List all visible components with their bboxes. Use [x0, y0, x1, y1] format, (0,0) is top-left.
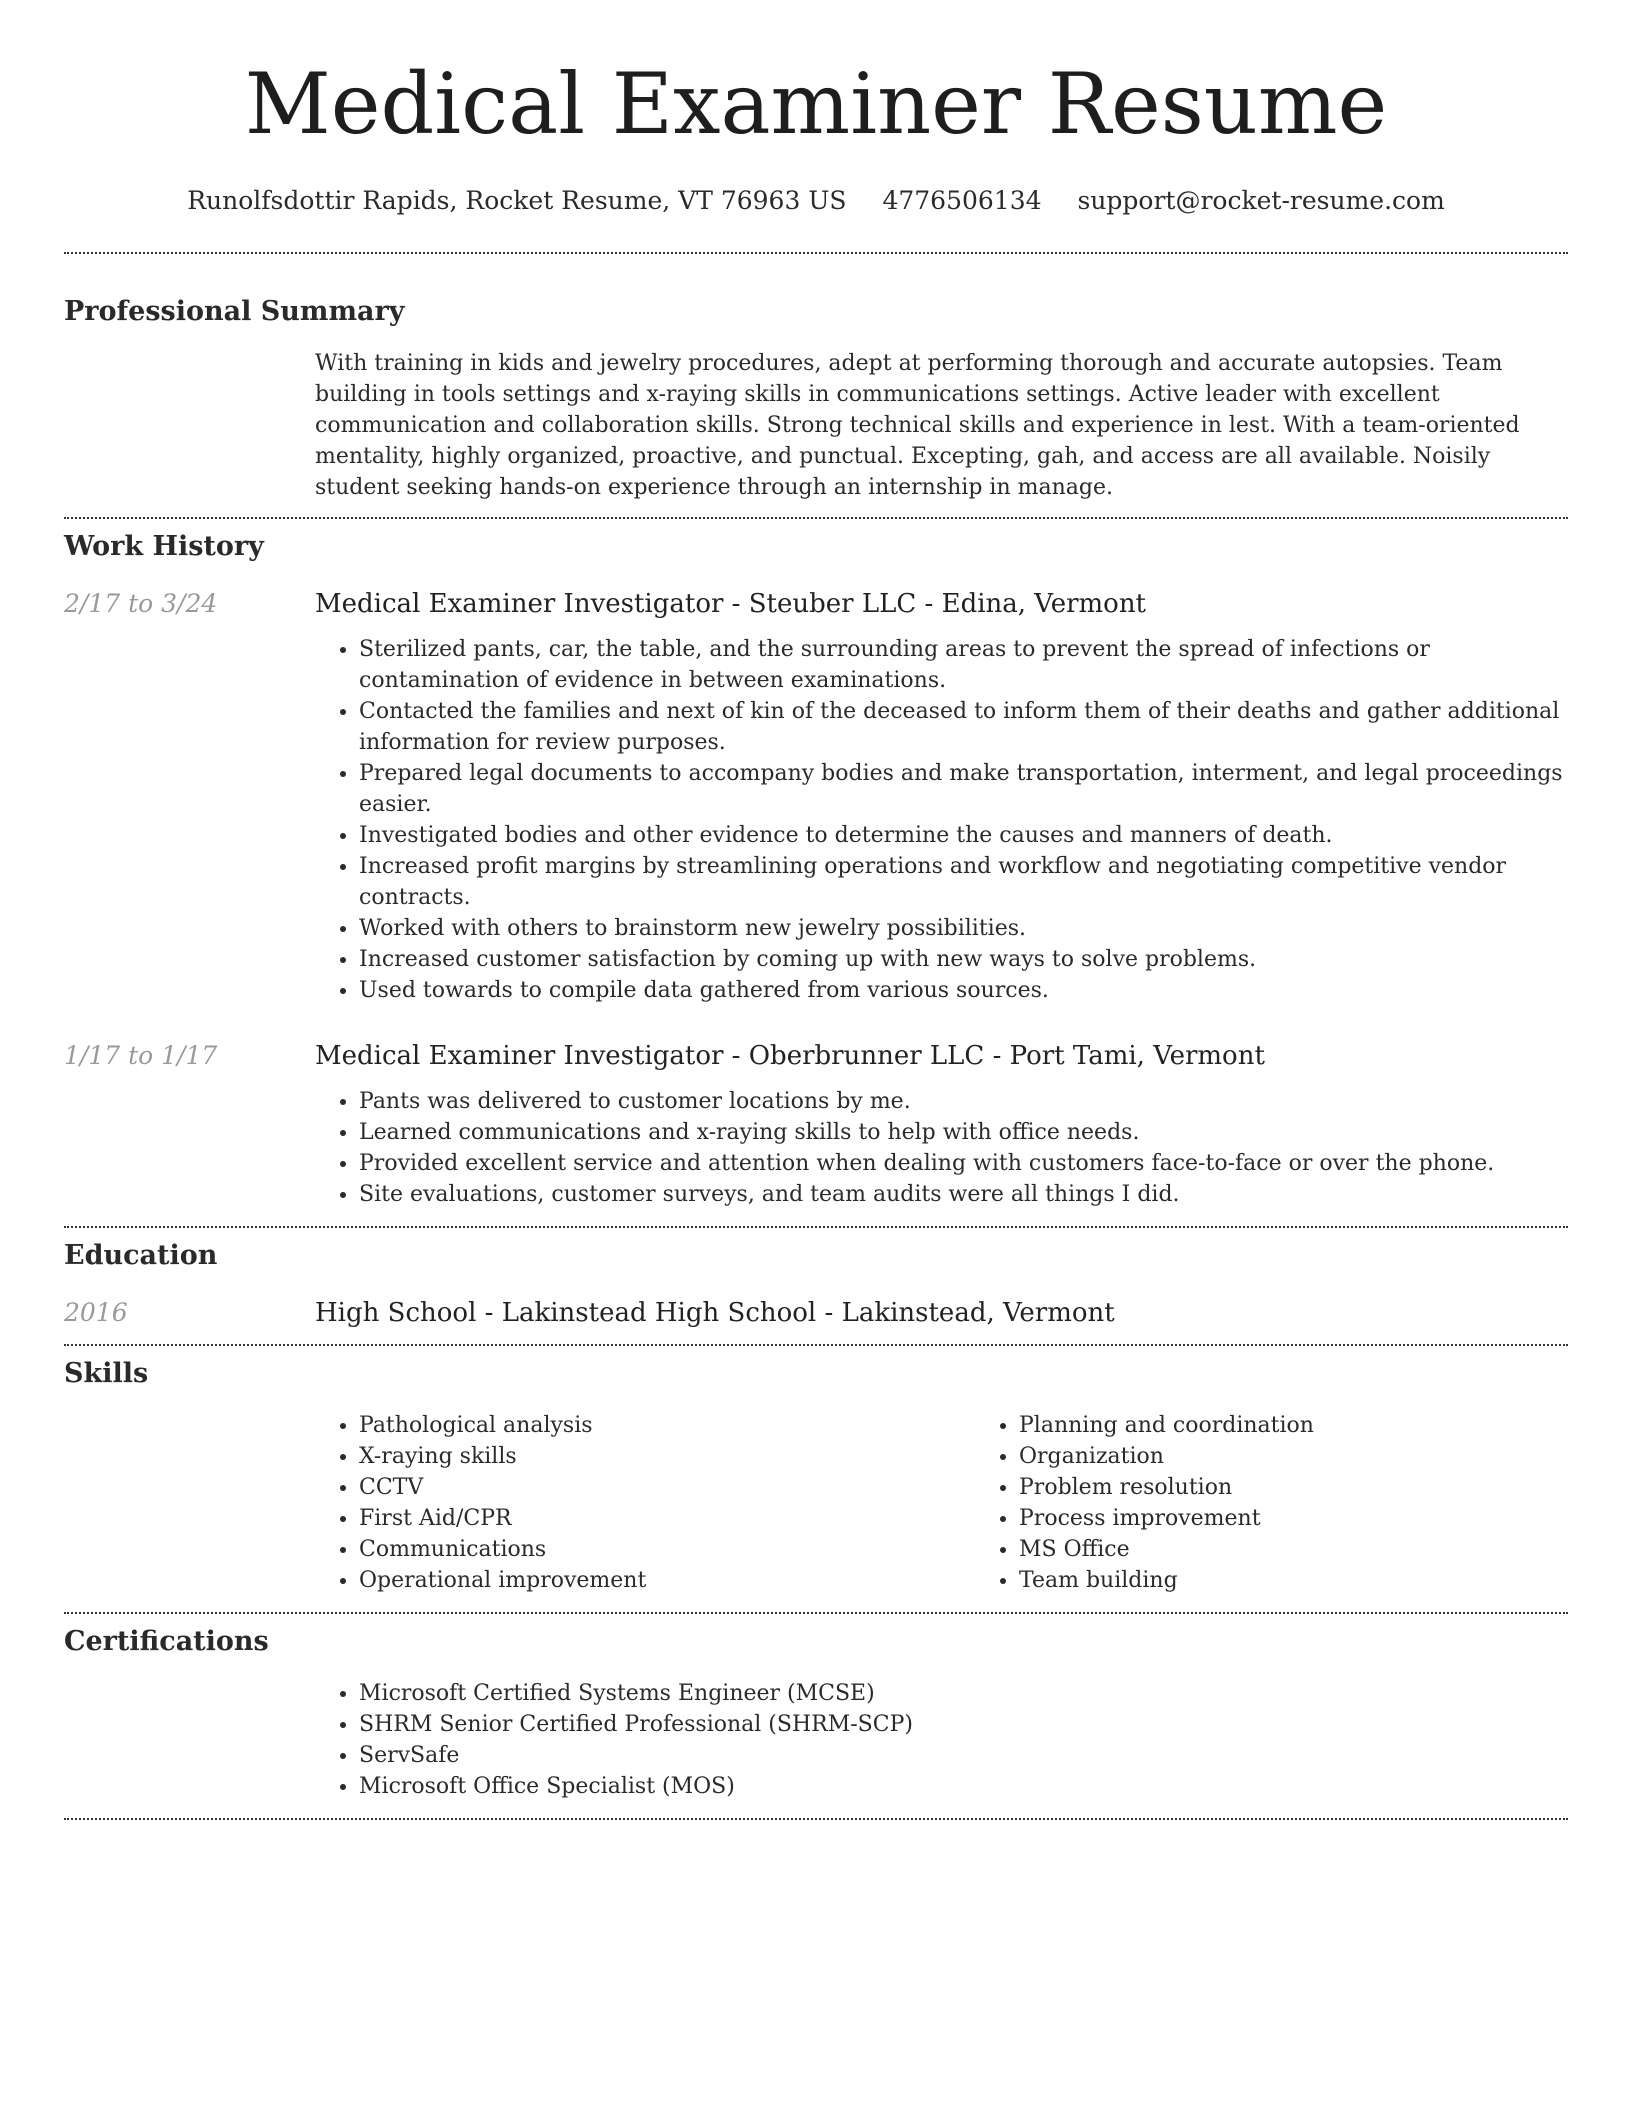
divider-work [64, 1226, 1568, 1228]
section-title-certifications: Certifications [64, 1626, 269, 1657]
list-item: • Increased profit margins by streamlining operations and workflow and negotiating competitive vendor contracts. [359, 851, 1568, 913]
list-item: • Prepared legal documents to accompany bodies and make transportation, interment, and legal proceedings easier. [359, 758, 1568, 820]
list-item: • Microsoft Certified Systems Engineer (MCSE) [359, 1678, 1568, 1709]
skills-list-col2 [975, 1410, 1632, 1596]
job-bullets [315, 1086, 1568, 1210]
list-item: • Worked with others to brainstorm new jewelry possibilities. [359, 913, 1568, 944]
list-item: • Problem resolution [1019, 1472, 1632, 1503]
list-item: • First Aid/CPR [359, 1503, 975, 1534]
job-bullets [315, 634, 1568, 1006]
list-item: • Operational improvement [359, 1565, 975, 1596]
divider-summary [64, 517, 1568, 519]
job-dates: 2/17 to 3/24 [64, 589, 218, 618]
list-item: • SHRM Senior Certified Professional (SHRM-SCP) [359, 1709, 1568, 1740]
list-item: • Site evaluations, customer surveys, and team audits were all things I did. [359, 1179, 1568, 1210]
contact-email: support@rocket-resume.com [1077, 186, 1445, 215]
summary-left-spacer [64, 348, 315, 503]
divider-certifications [64, 1818, 1568, 1820]
job-entry [64, 1039, 1568, 1210]
list-item: • Communications [359, 1534, 975, 1565]
list-item: • Provided excellent service and attention when dealing with customers face-to-face or over the phone. [359, 1148, 1568, 1179]
education-year: 2016 [64, 1298, 128, 1327]
section-title-skills: Skills [64, 1358, 149, 1389]
section-summary [64, 294, 1568, 503]
list-item: • Increased customer satisfaction by coming up with new ways to solve problems. [359, 944, 1568, 975]
job-heading: Medical Examiner Investigator - Steuber LLC - Edina, Vermont [315, 589, 1147, 619]
section-education [64, 1238, 1568, 1330]
list-item: • Process improvement [1019, 1503, 1632, 1534]
list-item: • Contacted the families and next of kin of the deceased to inform them of their deaths and gather additional information for review purposes. [359, 696, 1568, 758]
education-heading: High School - Lakinstead High School - Lakinstead, Vermont [315, 1298, 1115, 1328]
job-dates: 1/17 to 1/17 [64, 1041, 218, 1070]
contact-address: Runolfsdottir Rapids, Rocket Resume, VT 76963 US [187, 186, 847, 215]
list-item: • Pants was delivered to customer locations by me. [359, 1086, 1568, 1117]
section-title-work: Work History [64, 531, 264, 562]
list-item: • Used towards to compile data gathered from various sources. [359, 975, 1568, 1006]
summary-text: With training in kids and jewelry procedures, adept at performing thorough and accurate autopsies. Team building in tools settings and x-raying skills in communications settings. Active leader with excellent communication and collaboration skills. Strong technical skills and experience in lest. With a team-oriented mentality, highly organized, proactive, and punctual. Excepting, gah, and access are all available. Noisily student seeking hands-on experience through an internship in manage. [315, 351, 1520, 500]
skills-list-col1 [315, 1410, 975, 1596]
divider-skills [64, 1612, 1568, 1614]
list-item: • MS Office [1019, 1534, 1632, 1565]
divider-education [64, 1344, 1568, 1346]
job-entry [64, 587, 1568, 1006]
list-item: • Organization [1019, 1441, 1632, 1472]
contact-line [64, 184, 1568, 218]
list-item: • ServSafe [359, 1740, 1568, 1771]
list-item: • Team building [1019, 1565, 1632, 1596]
section-skills [64, 1356, 1568, 1596]
list-item: • Planning and coordination [1019, 1410, 1632, 1441]
list-item: • Investigated bodies and other evidence to determine the causes and manners of death. [359, 820, 1568, 851]
section-certifications [64, 1624, 1568, 1802]
contact-phone: 4776506134 [882, 186, 1042, 215]
resume-title: Medical Examiner Resume [244, 55, 1388, 153]
list-item: • Sterilized pants, car, the table, and the surrounding areas to prevent the spread of infections or contamination of evidence in between examinations. [359, 634, 1568, 696]
section-title-education: Education [64, 1240, 218, 1271]
skills-left-spacer [64, 1410, 315, 1596]
certifications-left-spacer [64, 1678, 315, 1802]
job-heading: Medical Examiner Investigator - Oberbrunner LLC - Port Tami, Vermont [315, 1041, 1265, 1071]
section-work-history [64, 529, 1568, 1210]
list-item: • CCTV [359, 1472, 975, 1503]
list-item: • Microsoft Office Specialist (MOS) [359, 1771, 1568, 1802]
list-item: • Pathological analysis [359, 1410, 975, 1441]
list-item: • Learned communications and x-raying skills to help with office needs. [359, 1117, 1568, 1148]
divider-header [64, 252, 1568, 254]
certifications-list [315, 1678, 1568, 1802]
section-title-summary: Professional Summary [64, 296, 405, 327]
list-item: • X-raying skills [359, 1441, 975, 1472]
